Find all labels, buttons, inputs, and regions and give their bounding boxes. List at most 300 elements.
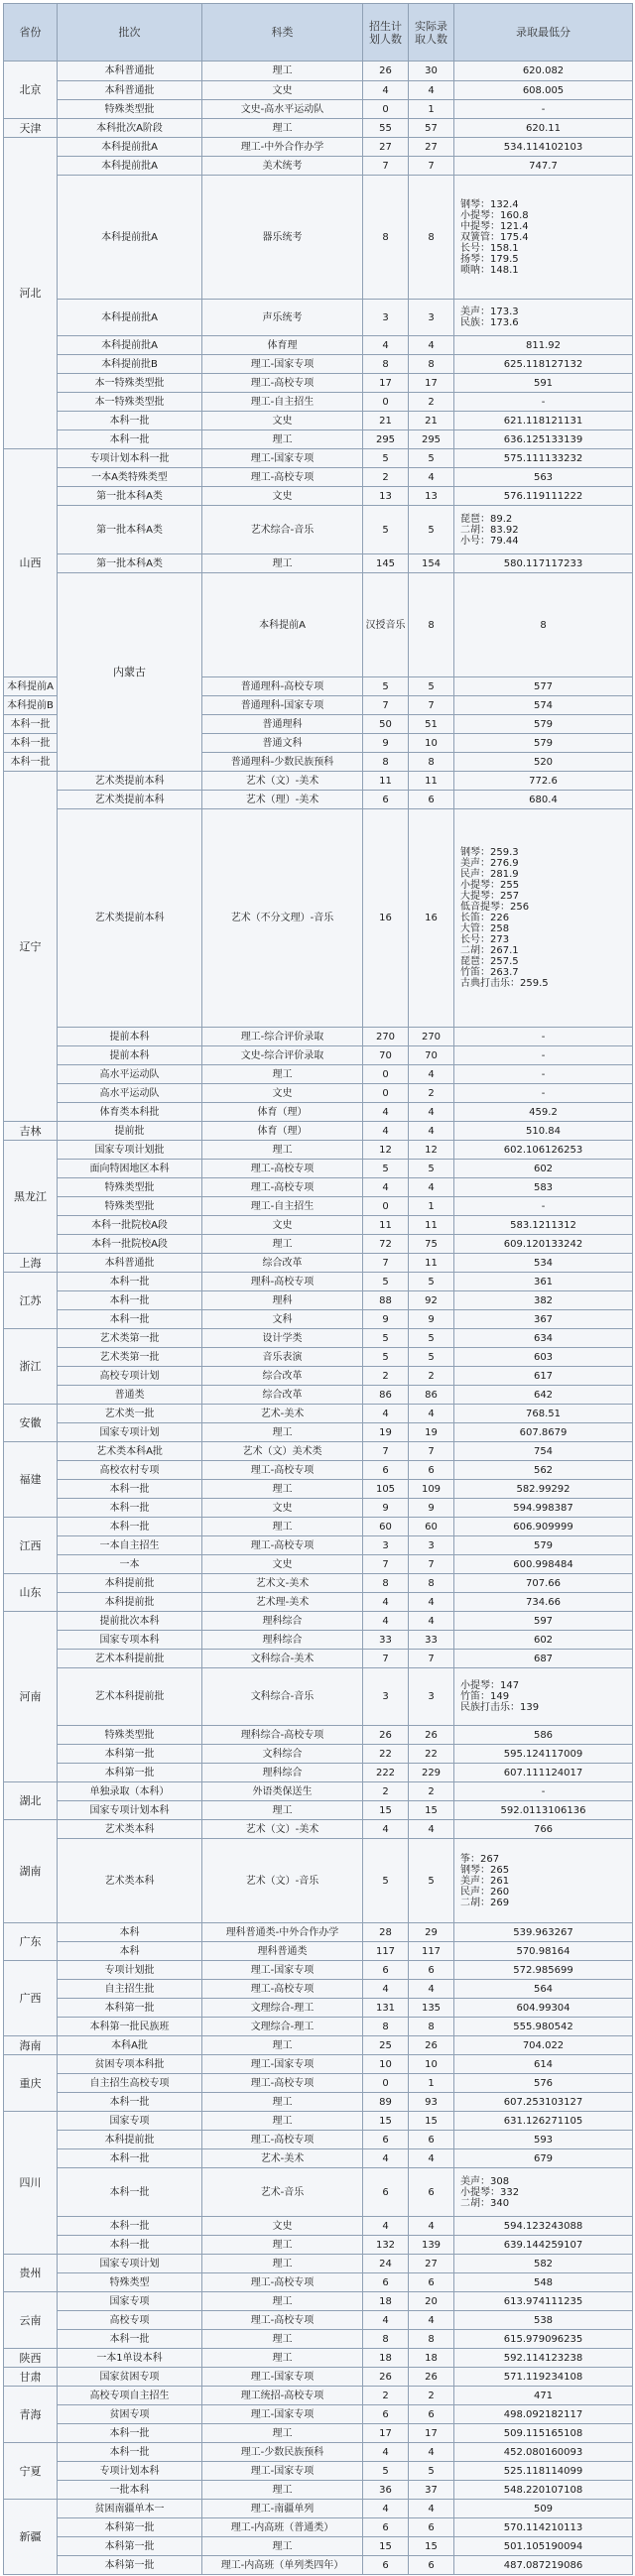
subject-cell: 器乐统考 <box>202 176 363 300</box>
table-row <box>4 1235 633 1254</box>
table-row <box>4 2424 633 2443</box>
batch-cell: 自主招生批 <box>58 1980 202 1999</box>
subject-cell: 理工-国家专项 <box>202 2368 363 2387</box>
subject-cell: 理工-自主招生 <box>202 393 363 412</box>
subject-cell: 艺术-音乐 <box>202 2168 363 2217</box>
plan-count-cell: 0 <box>363 100 409 119</box>
actual-count-cell: 86 <box>409 1386 454 1405</box>
score-line: 民声：281.9 <box>460 869 519 880</box>
score-line: 扬琴：179.5 <box>460 253 519 265</box>
min-score-cell: 607.111124017 <box>454 1764 633 1782</box>
table-body <box>4 61 633 2575</box>
batch-cell: 艺术类本科 <box>58 1820 202 1839</box>
plan-count-cell: 86 <box>363 1386 409 1405</box>
min-score-cell: 734.66 <box>454 1593 633 1612</box>
batch-cell: 本科一批 <box>58 2093 202 2112</box>
subject-cell: 文科 <box>202 1310 363 1329</box>
plan-count-cell: 3 <box>363 1536 409 1555</box>
actual-count-cell: 26 <box>409 2036 454 2055</box>
subject-cell: 理工 <box>202 1518 363 1536</box>
table-row <box>4 355 633 374</box>
plan-count-cell: 7 <box>363 1442 409 1461</box>
min-score-cell: 570.114210113 <box>454 2518 633 2537</box>
batch-cell: 贫困专项本科批 <box>58 2055 202 2074</box>
min-score-cell: 509.115165108 <box>454 2424 633 2443</box>
subject-cell: 理工 <box>202 1423 363 1442</box>
min-score-cell: 367 <box>454 1310 633 1329</box>
batch-cell: 高校专项自主招生 <box>58 2387 202 2405</box>
actual-count-cell: 17 <box>409 2424 454 2443</box>
actual-count-cell: 12 <box>409 1141 454 1160</box>
actual-count-cell: 93 <box>409 2093 454 2112</box>
batch-cell: 本科一批 <box>58 1310 202 1329</box>
actual-count-cell: 270 <box>409 1028 454 1046</box>
actual-count-cell: 19 <box>409 1423 454 1442</box>
batch-cell: 普通类 <box>58 1386 202 1405</box>
actual-count-cell: 6 <box>409 2405 454 2424</box>
subject-cell: 文科综合-音乐 <box>202 1668 363 1726</box>
subject-cell: 文科综合 <box>202 1745 363 1764</box>
min-score-cell: 579 <box>454 1536 633 1555</box>
batch-cell: 高校专项计划 <box>58 1367 202 1386</box>
table-row <box>4 1028 633 1046</box>
min-score-cell: 582.99292 <box>454 1480 633 1499</box>
min-score-cell: - <box>454 393 633 412</box>
actual-count-cell: 8 <box>454 573 633 677</box>
batch-cell: 高水平运动队 <box>58 1084 202 1103</box>
batch-cell: 提前本科 <box>58 1046 202 1065</box>
plan-count-cell: 0 <box>363 1084 409 1103</box>
min-score-cell: 548.220107108 <box>454 2481 633 2500</box>
plan-count-cell: 11 <box>363 772 409 791</box>
min-score-cell: 538 <box>454 2311 633 2330</box>
min-score-cell: 609.120133242 <box>454 1235 633 1254</box>
plan-count-cell: 26 <box>363 1726 409 1745</box>
score-line: 竹笛：149 <box>460 1691 510 1702</box>
min-score-cell: 597 <box>454 1612 633 1631</box>
min-score-cell <box>454 1839 633 1923</box>
batch-cell: 专项计划本科一批 <box>58 449 202 468</box>
table-row <box>4 1593 633 1612</box>
subject-cell: 设计学类 <box>202 1329 363 1348</box>
header-province: 省份 <box>4 4 58 61</box>
table-row <box>4 1518 633 1536</box>
batch-cell: 本一特殊类型批 <box>58 393 202 412</box>
actual-count-cell: 26 <box>409 1726 454 1745</box>
plan-count-cell: 70 <box>363 1046 409 1065</box>
subject-cell: 理工 <box>202 2292 363 2311</box>
batch-cell: 特殊类型批 <box>58 1178 202 1197</box>
actual-count-cell: 11 <box>409 1216 454 1235</box>
batch-cell: 本科一批 <box>58 1518 202 1536</box>
actual-count-cell: 4 <box>409 81 454 100</box>
batch-cell: 本科第一批 <box>58 2518 202 2537</box>
batch-cell: 特殊类型批 <box>58 1197 202 1216</box>
actual-count-cell: 109 <box>409 1480 454 1499</box>
plan-count-cell: 7 <box>363 1555 409 1574</box>
actual-count-cell: 57 <box>409 119 454 138</box>
batch-cell: 国家专项计划 <box>58 1423 202 1442</box>
plan-count-cell: 5 <box>363 506 409 554</box>
min-score-cell: 811.92 <box>454 336 633 355</box>
subject-cell: 理工 <box>202 2424 363 2443</box>
plan-count-cell: 9 <box>363 734 409 753</box>
actual-count-cell: 3 <box>409 1668 454 1726</box>
min-score-cell: 575.111133232 <box>454 449 633 468</box>
batch-cell: 国家专项 <box>58 2292 202 2311</box>
table-row <box>4 1612 633 1631</box>
subject-cell: 文史 <box>202 487 363 506</box>
province-cell: 青海 <box>4 2387 58 2443</box>
min-score-cell: - <box>454 1046 633 1065</box>
subject-cell: 理工-高校专项 <box>202 1178 363 1197</box>
min-score-cell: 747.7 <box>454 157 633 176</box>
plan-count-cell: 6 <box>363 2405 409 2424</box>
actual-count-cell: 4 <box>409 1980 454 1999</box>
plan-count-cell: 145 <box>363 554 409 573</box>
actual-count-cell: 10 <box>409 734 454 753</box>
actual-count-cell: 15 <box>409 1801 454 1820</box>
table-row <box>4 1480 633 1499</box>
subject-cell: 文史-综合评价录取 <box>202 1046 363 1065</box>
min-score-cell: 602 <box>454 1631 633 1650</box>
province-cell: 福建 <box>4 1442 58 1518</box>
table-row <box>4 2556 633 2575</box>
table-row <box>4 487 633 506</box>
subject-cell: 普通理科-高校专项 <box>202 677 363 696</box>
table-row <box>4 300 633 336</box>
table-row <box>4 506 633 554</box>
actual-count-cell: 18 <box>409 2349 454 2368</box>
min-score-cell: 679 <box>454 2149 633 2168</box>
min-score-cell: - <box>454 1028 633 1046</box>
subject-cell: 理工-高校专项 <box>202 1160 363 1178</box>
actual-count-cell: 4 <box>409 2217 454 2236</box>
actual-count-cell: 4 <box>409 1820 454 1839</box>
actual-count-cell: 4 <box>409 1178 454 1197</box>
actual-count-cell: 4 <box>409 2500 454 2518</box>
table-row <box>4 1726 633 1745</box>
min-score-cell: 600.998484 <box>454 1555 633 1574</box>
batch-cell: 本科一批 <box>58 2443 202 2462</box>
batch-cell: 本科一批 <box>4 734 58 753</box>
subject-cell: 理工 <box>202 2112 363 2131</box>
score-line: 琵琶：257.5 <box>460 956 519 967</box>
table-row <box>4 1499 633 1518</box>
table-row <box>4 1254 633 1273</box>
actual-count-cell: 16 <box>409 809 454 1028</box>
subject-cell: 普通文科 <box>202 734 363 753</box>
table-row <box>4 336 633 355</box>
score-line: 美声：261 <box>460 1875 510 1887</box>
plan-count-cell: 0 <box>363 393 409 412</box>
min-score-cell: 613.974111235 <box>454 2292 633 2311</box>
actual-count-cell: 2 <box>409 1084 454 1103</box>
batch-cell: 第一批本科A类 <box>58 487 202 506</box>
province-cell: 天津 <box>4 119 58 138</box>
score-line: 小提琴：147 <box>460 1680 520 1691</box>
score-line: 小提琴：332 <box>460 2186 520 2198</box>
batch-cell: 本科一批院校A段 <box>58 1235 202 1254</box>
min-score-cell: 572.985699 <box>454 1961 633 1980</box>
batch-cell: 本科一批 <box>58 430 202 449</box>
actual-count-cell: 4 <box>409 2311 454 2330</box>
score-line: 低音提琴：256 <box>460 902 530 913</box>
min-score-cell: 631.126271105 <box>454 2112 633 2131</box>
subject-cell: 艺术（不分文理）-音乐 <box>202 809 363 1028</box>
min-score-cell: 607.8679 <box>454 1423 633 1442</box>
plan-count-cell: 15 <box>363 1801 409 1820</box>
plan-count-cell: 5 <box>363 1839 409 1923</box>
actual-count-cell: 2 <box>409 2387 454 2405</box>
score-line: 民族打击乐：139 <box>460 1702 540 1713</box>
subject-cell: 理工-国家专项 <box>202 449 363 468</box>
table-header-row <box>4 4 633 61</box>
min-score-cell: 487.087219086 <box>454 2556 633 2575</box>
table-row <box>4 1103 633 1122</box>
table-row <box>4 1980 633 1999</box>
batch-cell: 本科一批 <box>58 412 202 430</box>
batch-cell: 专项计划本科 <box>58 2462 202 2481</box>
subject-cell: 理工 <box>202 1801 363 1820</box>
plan-count-cell: 131 <box>363 1999 409 2018</box>
min-score-cell: 625.118127132 <box>454 355 633 374</box>
subject-cell: 理工-高校专项 <box>202 374 363 393</box>
table-row <box>4 2074 633 2093</box>
actual-count-cell: 6 <box>409 791 454 809</box>
plan-count-cell: 33 <box>363 1631 409 1650</box>
plan-count-cell: 4 <box>363 1122 409 1141</box>
subject-cell: 理工-高校专项 <box>202 1980 363 1999</box>
batch-cell: 本科一批 <box>58 2236 202 2255</box>
table-row <box>4 1216 633 1235</box>
min-score-cell: - <box>454 1197 633 1216</box>
batch-cell: 本科一批 <box>58 1273 202 1291</box>
batch-cell: 本科提前批A <box>58 300 202 336</box>
min-score-cell: 687 <box>454 1650 633 1668</box>
score-line: 二胡：340 <box>460 2197 510 2209</box>
table-row <box>4 573 633 677</box>
plan-count-cell: 4 <box>363 2149 409 2168</box>
plan-count-cell: 4 <box>363 1820 409 1839</box>
plan-count-cell: 5 <box>363 449 409 468</box>
table-row <box>4 1745 633 1764</box>
plan-count-cell: 7 <box>363 1650 409 1668</box>
table-row <box>4 2387 633 2405</box>
min-score-cell <box>454 300 633 336</box>
batch-cell: 本科第一批 <box>58 1745 202 1764</box>
province-cell: 辽宁 <box>4 772 58 1122</box>
table-row <box>4 81 633 100</box>
table-row <box>4 1310 633 1329</box>
plan-count-cell: 4 <box>363 1980 409 1999</box>
batch-cell: 本科一批 <box>58 2424 202 2443</box>
actual-count-cell: 13 <box>409 487 454 506</box>
batch-cell: 一批本科 <box>58 2481 202 2500</box>
min-score-cell <box>454 176 633 300</box>
subject-cell: 文史 <box>202 81 363 100</box>
min-score-cell: 471 <box>454 2387 633 2405</box>
min-score-cell: 593 <box>454 2131 633 2149</box>
batch-cell: 本科一批院校A段 <box>58 1216 202 1235</box>
score-line: 二胡：269 <box>460 1897 510 1908</box>
plan-count-cell: 19 <box>363 1423 409 1442</box>
plan-count-cell: 22 <box>363 1745 409 1764</box>
min-score-cell: 574 <box>454 696 633 715</box>
batch-cell: 本科一批 <box>4 753 58 772</box>
plan-count-cell: 5 <box>363 1348 409 1367</box>
table-row <box>4 1631 633 1650</box>
actual-count-cell: 5 <box>409 1329 454 1348</box>
score-line: 竹笛：263.7 <box>460 967 519 978</box>
batch-cell: 本科提前批 <box>58 1593 202 1612</box>
table-row <box>4 2311 633 2330</box>
min-score-cell: 592.114123238 <box>454 2349 633 2368</box>
batch-cell: 本科一批 <box>4 715 58 734</box>
plan-count-cell: 50 <box>363 715 409 734</box>
subject-cell: 文史 <box>202 1084 363 1103</box>
actual-count-cell: 5 <box>409 1273 454 1291</box>
min-score-cell: 615.979096235 <box>454 2330 633 2349</box>
min-score-cell: 586 <box>454 1726 633 1745</box>
actual-count-cell: 6 <box>409 2273 454 2292</box>
table-row <box>4 1555 633 1574</box>
batch-cell: 提前批 <box>58 1122 202 1141</box>
subject-cell: 理工-国家专项 <box>202 2055 363 2074</box>
actual-count-cell: 1 <box>409 100 454 119</box>
province-cell: 内蒙古 <box>58 573 202 772</box>
min-score-cell <box>454 2168 633 2217</box>
min-score-cell: 592.0113106136 <box>454 1801 633 1820</box>
batch-cell: 艺术类提前本科 <box>58 772 202 791</box>
subject-cell: 文史 <box>202 412 363 430</box>
plan-count-cell: 8 <box>363 753 409 772</box>
subject-cell: 理工-高校专项 <box>202 2131 363 2149</box>
batch-cell: 本一特殊类型批 <box>58 374 202 393</box>
table-row <box>4 1442 633 1461</box>
score-line: 二胡：267.1 <box>460 945 519 956</box>
table-row <box>4 449 633 468</box>
subject-cell: 理工统招-高校专项 <box>202 2387 363 2405</box>
actual-count-cell: 7 <box>409 157 454 176</box>
subject-cell: 综合改革 <box>202 1386 363 1405</box>
plan-count-cell: 28 <box>363 1923 409 1942</box>
plan-count-cell: 4 <box>363 336 409 355</box>
table-row <box>4 1782 633 1801</box>
min-score-cell: 576 <box>454 2074 633 2093</box>
table-row <box>4 1574 633 1593</box>
plan-count-cell: 21 <box>363 412 409 430</box>
min-score-cell: 525.118114099 <box>454 2462 633 2481</box>
min-score-cell: 772.6 <box>454 772 633 791</box>
batch-cell: 本科第一批 <box>58 1764 202 1782</box>
subject-cell: 声乐统考 <box>202 300 363 336</box>
plan-count-cell: 6 <box>363 2168 409 2217</box>
actual-count-cell: 7 <box>409 696 454 715</box>
actual-count-cell: 70 <box>409 1046 454 1065</box>
actual-count-cell: 5 <box>409 1348 454 1367</box>
table-row <box>4 1122 633 1141</box>
plan-count-cell: 7 <box>363 1254 409 1273</box>
subject-cell: 理工-国家专项 <box>202 2462 363 2481</box>
batch-cell: 本科 <box>58 1923 202 1942</box>
plan-count-cell: 5 <box>363 2462 409 2481</box>
subject-cell: 理工 <box>202 430 363 449</box>
table-row <box>4 2405 633 2424</box>
subject-cell: 理工-高校专项 <box>202 1461 363 1480</box>
province-cell: 黑龙江 <box>4 1141 58 1254</box>
min-score-cell: 583 <box>454 1178 633 1197</box>
table-row <box>4 1999 633 2018</box>
min-score-cell: 602 <box>454 1160 633 1178</box>
actual-count-cell: 17 <box>409 374 454 393</box>
actual-count-cell: 1 <box>409 2074 454 2093</box>
actual-count-cell: 7 <box>409 1555 454 1574</box>
table-row <box>4 2481 633 2500</box>
table-row <box>4 2112 633 2131</box>
batch-cell: 一本A类特殊类型 <box>58 468 202 487</box>
batch-cell: 艺术类第一批 <box>58 1329 202 1348</box>
header-actual: 实际录取人数 <box>409 4 454 61</box>
batch-cell: 高水平运动队 <box>58 1065 202 1084</box>
actual-count-cell: 5 <box>409 2462 454 2481</box>
plan-count-cell: 7 <box>363 157 409 176</box>
score-line: 钢琴：132.4 <box>460 198 519 210</box>
actual-count-cell: 5 <box>409 506 454 554</box>
min-score-cell: 766 <box>454 1820 633 1839</box>
table-row <box>4 430 633 449</box>
plan-count-cell: 8 <box>363 355 409 374</box>
plan-count-cell: 117 <box>363 1942 409 1961</box>
province-cell: 山西 <box>4 449 58 677</box>
plan-count-cell: 295 <box>363 430 409 449</box>
batch-cell: 国家贫困专项 <box>58 2368 202 2387</box>
actual-count-cell: 4 <box>409 1612 454 1631</box>
actual-count-cell: 9 <box>409 1310 454 1329</box>
subject-cell: 文史 <box>202 1555 363 1574</box>
plan-count-cell: 4 <box>363 1405 409 1423</box>
province-cell: 甘肃 <box>4 2368 58 2387</box>
subject-cell: 文科综合-美术 <box>202 1650 363 1668</box>
min-score-cell: 583.1211312 <box>454 1216 633 1235</box>
actual-count-cell: 295 <box>409 430 454 449</box>
table-row <box>4 2036 633 2055</box>
plan-count-cell: 4 <box>363 81 409 100</box>
batch-cell: 艺术类第一批 <box>58 1348 202 1367</box>
table-row <box>4 1084 633 1103</box>
plan-count-cell: 55 <box>363 119 409 138</box>
table-row <box>4 2518 633 2537</box>
score-line: 美声：308 <box>460 2175 510 2187</box>
min-score-cell: 707.66 <box>454 1574 633 1593</box>
table-row <box>4 1178 633 1197</box>
subject-cell: 艺术综合-音乐 <box>202 506 363 554</box>
batch-cell: 专项计划批 <box>58 1961 202 1980</box>
batch-cell: 艺术本科提前批 <box>58 1650 202 1668</box>
table-row <box>4 1839 633 1923</box>
plan-count-cell: 8 <box>363 2018 409 2036</box>
batch-cell: 国家专项本科 <box>58 1631 202 1650</box>
batch-cell: 本科提前批A <box>58 336 202 355</box>
min-score-cell: 595.124117009 <box>454 1745 633 1764</box>
batch-cell: 贫困专项 <box>58 2405 202 2424</box>
subject-cell: 文史 <box>202 2217 363 2236</box>
plan-count-cell: 0 <box>363 1197 409 1216</box>
subject-cell: 理工-自主招生 <box>202 1197 363 1216</box>
subject-cell: 理工-内高班（普通类） <box>202 2518 363 2537</box>
batch-cell: 本科提前批 <box>58 2131 202 2149</box>
province-cell: 广西 <box>4 1961 58 2036</box>
